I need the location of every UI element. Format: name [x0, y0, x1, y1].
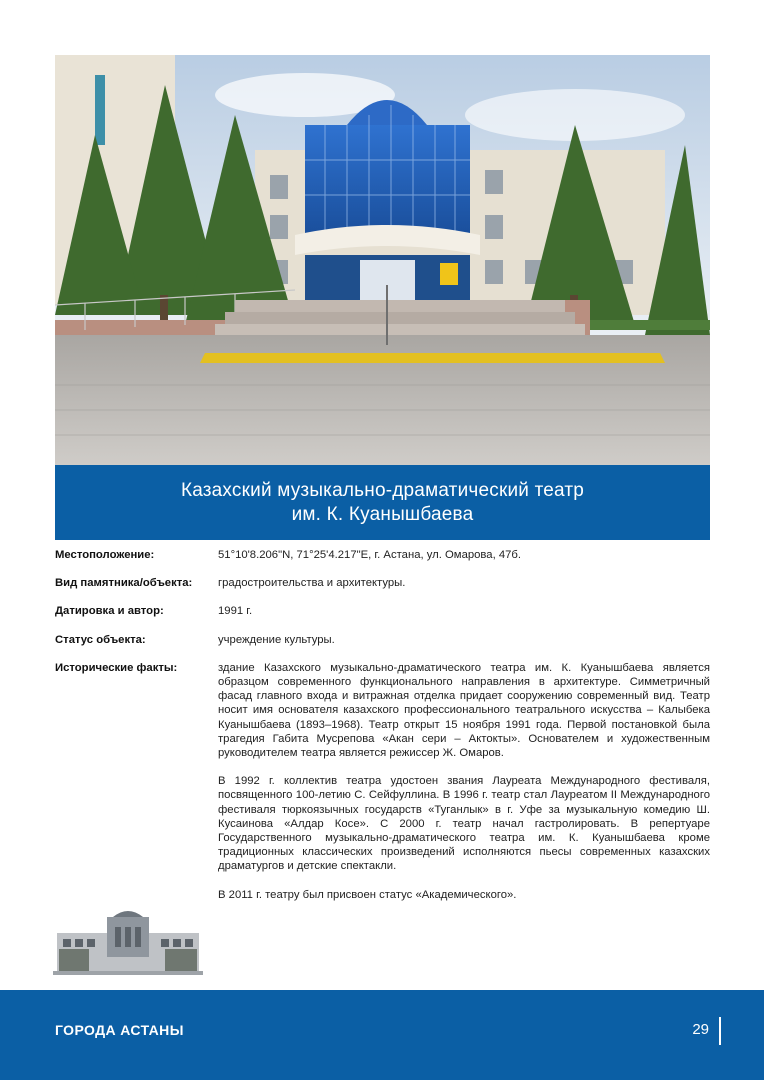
label-location: Местоположение:: [55, 549, 155, 561]
title-band: [55, 465, 710, 540]
info-row-status: [55, 633, 710, 647]
info-row-dating: [55, 604, 710, 618]
page-number: 29: [692, 1021, 709, 1038]
label-status: Статус объекта:: [55, 633, 146, 646]
footer: [0, 990, 764, 1080]
value-dating: 1991 г.: [218, 605, 253, 618]
history-paragraph: здание Казахского музыкально-драматического театра им. К. Куанышбаева является образцом современного функционального направления в архитектуре. Симметричный фасад главного входа и витражная отделка придает сооружению современный вид. Театр носит имя основателя казахского профессионального театрального искусства – Калыбека Куанышбаева (1893–1968). Театр открыт 15 ноября 1991 года. Первой постановкой была трагедия Габита Мусрепова «Акан сери – Актокты». Основателем и художественным руководителем театра является режиссер Ж. Омаров.: [218, 661, 710, 760]
label-type: Вид памятника/объекта:: [55, 577, 193, 590]
building-sketch: [53, 905, 203, 979]
theatre-photo: [55, 55, 710, 465]
value-status: учреждение культуры.: [218, 633, 335, 646]
info-row-location: [55, 548, 710, 562]
footer-divider: [719, 1017, 721, 1045]
info-row-type: [55, 576, 710, 590]
footer-section-title: ГОРОДА АСТАНЫ: [55, 1022, 184, 1038]
theatre-photo-illustration: [55, 55, 710, 465]
value-location: 51°10'8.206"N, 71°25'4.217"E, г. Астана, ул. Омарова, 47б.: [218, 549, 522, 561]
history-paragraph: В 1992 г. коллектив театра удостоен звания Лауреата Международного фестиваля, посвященного 100-летию С. Сейфуллина. В 1996 г. театр стал Лауреатом II Международного фестиваля тюркоязычных государств «Туганлык» в г. Уфе за музыкальную комедию Ш. Кусаинова «Алдар Косе». С 2000 г. театр начал гастролировать. В репертуаре Государственного музыкально-драматического театра им. К. Куанышбаева кроме традиционных классических произведений исполняются пьесы современных казахских драматургов и детские спектакли.: [218, 775, 710, 873]
building-sketch-illustration: [53, 905, 203, 979]
title-line-2: им. К. Куанышбаева: [291, 503, 474, 525]
info-row-history: [55, 661, 710, 902]
value-type: градостроительства и архитектуры.: [218, 577, 406, 590]
title-line-1: Казахский музыкально-драматический театр: [180, 479, 585, 501]
label-history: Исторические факты:: [55, 661, 178, 674]
label-dating: Датировка и автор:: [55, 605, 164, 618]
value-history: [218, 661, 710, 902]
info-table: [55, 548, 710, 916]
history-paragraph: В 2011 г. театру был присвоен статус «Академического».: [218, 888, 517, 901]
